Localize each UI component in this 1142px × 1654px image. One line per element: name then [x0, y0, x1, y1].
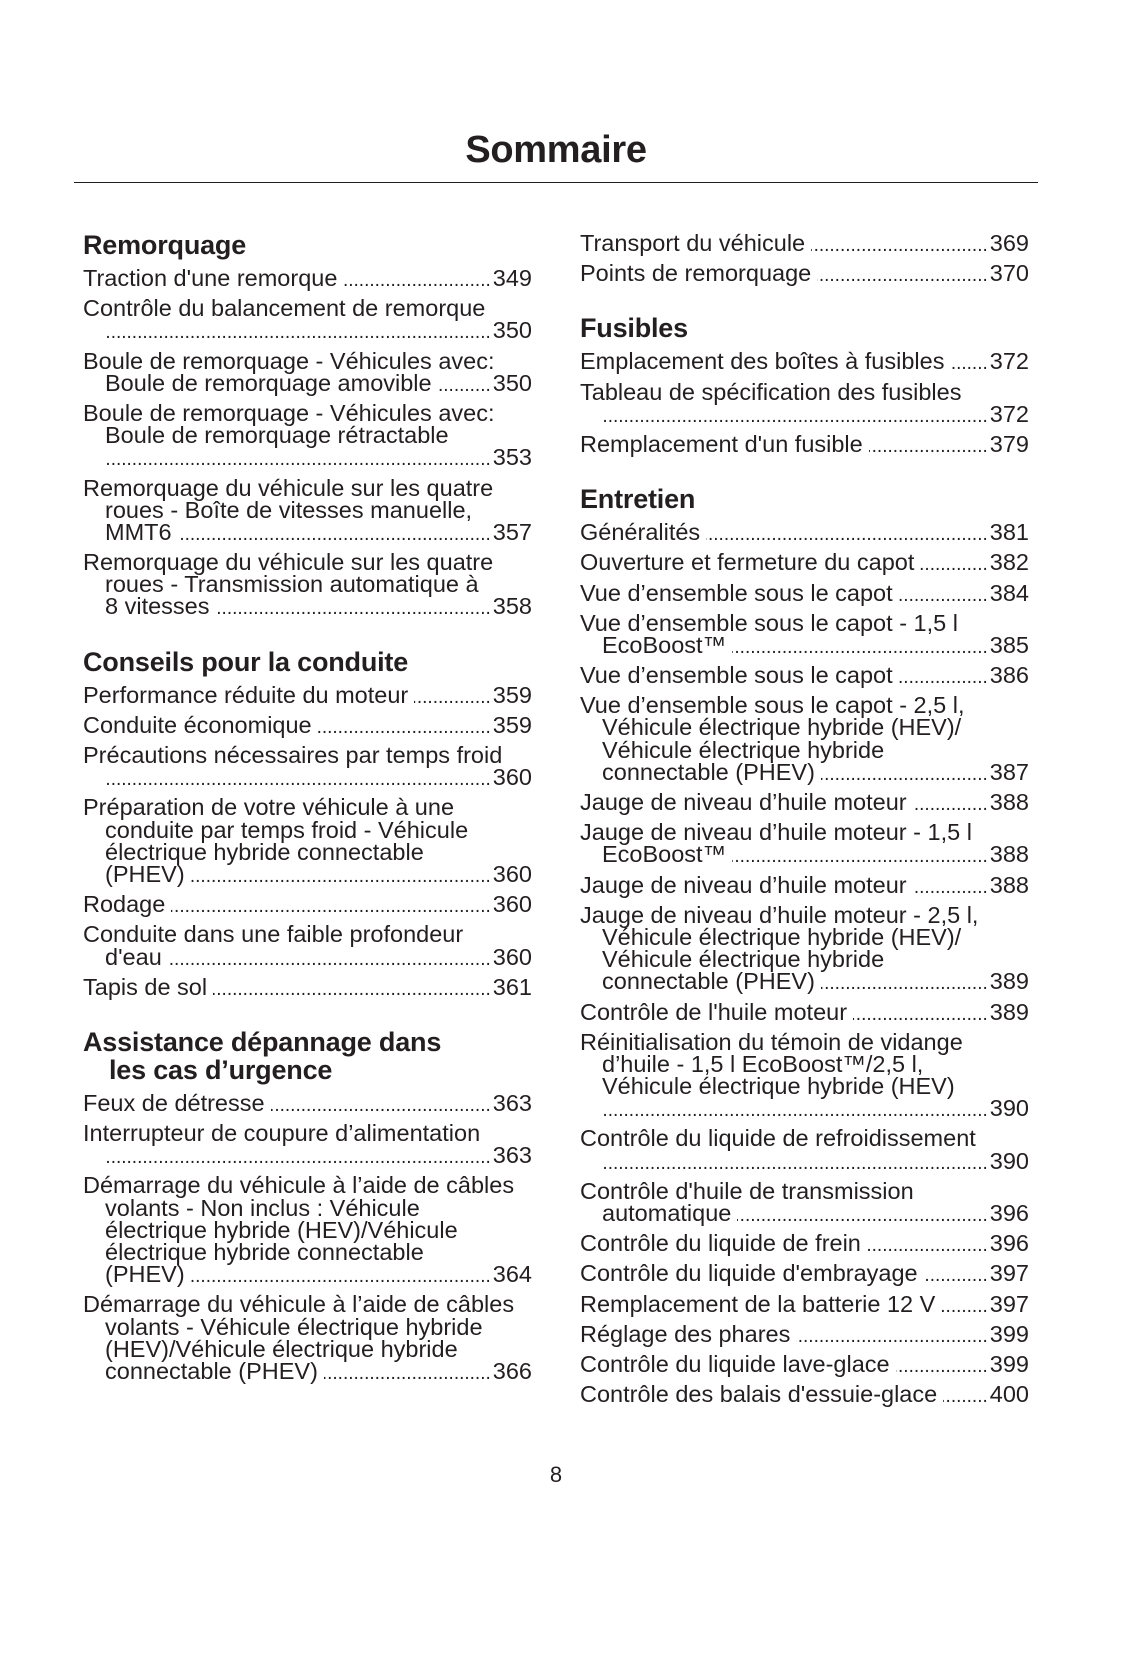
page-reference: 360 — [492, 860, 532, 887]
section-heading — [83, 648, 532, 676]
toc-entry-text: Traction d'une remorque — [83, 265, 338, 291]
toc-entry-text: Vue d’ensemble sous le capot — [580, 662, 893, 689]
dot-leader — [343, 270, 490, 292]
page-reference: 359 — [492, 681, 532, 708]
toc-entry-text: Boule de remorquage rétractable — [105, 422, 449, 449]
toc-entry-text: Conduite dans une faible profondeur — [83, 921, 464, 948]
dot-leader — [817, 265, 988, 287]
toc-entry-line — [83, 347, 532, 374]
toc-entry-line — [83, 943, 532, 970]
toc-entry-text: connectable (PHEV) — [105, 1357, 318, 1384]
toc-entry[interactable] — [580, 260, 1029, 287]
toc-entry-line — [580, 791, 1029, 813]
toc-entry-text: Boule de remorquage - Véhicules avec: — [83, 399, 495, 426]
toc-entry-text: roues - Transmission automatique à — [105, 571, 479, 598]
toc-entry-line — [580, 378, 1029, 405]
page-number: 8 — [549, 1462, 563, 1487]
toc-entry-text: électrique hybride (HEV)/Véhicule — [105, 1216, 458, 1243]
toc-entry-line — [83, 474, 532, 501]
toc-column-right — [580, 230, 1029, 1408]
toc-entry-line — [83, 571, 532, 598]
toc-entry-text: Interrupteur de coupure d’alimentation — [83, 1120, 481, 1147]
toc-entry-line — [580, 430, 1029, 457]
page-reference: 381 — [989, 519, 1029, 546]
toc-entry[interactable] — [83, 267, 532, 289]
toc-entry[interactable] — [580, 871, 1029, 898]
page-reference: 389 — [989, 968, 1029, 995]
dot-leader — [913, 877, 988, 899]
dot-leader — [216, 598, 491, 620]
section-heading-line: Entretien — [580, 484, 696, 515]
toc-entry-text: Réinitialisation du témoin de vidange — [580, 1028, 963, 1055]
dot-leader — [853, 1004, 988, 1026]
toc-entry-line — [580, 662, 1029, 689]
toc-entry-line — [83, 794, 532, 821]
page-reference: 396 — [989, 1230, 1029, 1257]
dot-leader — [943, 1386, 988, 1408]
section-heading — [580, 314, 1029, 342]
toc-entry[interactable] — [580, 1177, 1029, 1226]
toc-entry-line — [580, 1381, 1029, 1408]
toc-entry-text: Contrôle d'huile de transmission — [580, 1177, 914, 1204]
toc-entry-text: Véhicule électrique hybride (HEV)/ — [602, 923, 962, 950]
dot-leader — [191, 866, 491, 888]
toc-entry-line — [580, 841, 1029, 868]
toc-entry-line — [83, 1313, 532, 1340]
toc-entry-line — [83, 518, 532, 545]
toc-entry-line — [83, 711, 532, 738]
toc-entry[interactable] — [580, 1290, 1029, 1317]
toc-entry[interactable] — [580, 378, 1029, 427]
toc-entry-line — [83, 744, 532, 766]
page-reference: 353 — [492, 444, 532, 471]
toc-entry-text: (PHEV) — [105, 1261, 185, 1288]
dot-leader — [941, 1296, 987, 1318]
toc-entry[interactable] — [83, 711, 532, 738]
title-divider — [74, 182, 1038, 183]
dot-leader — [324, 1363, 491, 1385]
toc-entry-line — [83, 860, 532, 887]
toc-entry-line — [83, 1241, 532, 1263]
toc-entry-text: EcoBoost™ — [602, 841, 727, 868]
page-reference: 372 — [989, 348, 1029, 375]
toc-entry-line — [580, 901, 1029, 928]
page-reference: 364 — [492, 1261, 532, 1288]
toc-entry-line — [580, 1350, 1029, 1377]
toc-entry[interactable] — [580, 1350, 1029, 1377]
toc-entry-text: Contrôle du balancement de remorque — [83, 295, 486, 322]
toc-entry-text: Contrôle de l'huile moteur — [580, 998, 848, 1025]
dot-leader — [796, 1326, 987, 1348]
toc-entry-text: automatique — [602, 1200, 732, 1226]
page-reference: 390 — [989, 1095, 1029, 1122]
toc-entry-line — [580, 871, 1029, 898]
toc-column-left — [83, 231, 532, 1382]
dot-leader — [913, 794, 988, 816]
toc-entry-line — [83, 681, 532, 708]
page-reference: 363 — [492, 1089, 532, 1116]
dot-leader — [706, 524, 988, 546]
toc-entry-line — [580, 758, 1029, 785]
page-reference: 400 — [989, 1381, 1029, 1408]
section-heading-line: Conseils pour la conduite — [83, 646, 409, 677]
toc-entry-line — [580, 998, 1029, 1025]
toc-entry-line — [580, 736, 1029, 763]
toc-entry[interactable] — [580, 819, 1029, 868]
toc-entry-text: Démarrage du véhicule à l’aide de câbles — [83, 1172, 515, 1199]
page-reference: 399 — [989, 1350, 1029, 1377]
toc-entry-line — [580, 260, 1029, 287]
dot-leader — [811, 235, 988, 257]
toc-entry[interactable] — [580, 430, 1029, 457]
toc-entry-text: roues - Boîte de vitesses manuelle, — [105, 496, 473, 523]
page-reference: 358 — [492, 593, 532, 620]
toc-entry[interactable] — [580, 348, 1029, 375]
toc-entry-line — [580, 819, 1029, 846]
toc-entry-text: Boule de remorquage amovible — [105, 369, 432, 396]
dot-leader — [438, 375, 491, 397]
dot-leader — [899, 585, 988, 607]
dot-leader — [602, 406, 988, 428]
toc-entry-line — [83, 1261, 532, 1288]
page-reference: 369 — [989, 230, 1029, 256]
dot-leader — [821, 973, 988, 995]
toc-entry-line — [83, 399, 532, 426]
dot-leader — [602, 1153, 988, 1175]
toc-entry-line — [83, 1216, 532, 1243]
toc-entry-line — [83, 1172, 532, 1199]
dot-leader — [168, 949, 491, 971]
page-reference: 385 — [989, 631, 1029, 658]
dot-leader — [867, 1235, 988, 1257]
section-heading-line: Remorquage — [83, 230, 247, 260]
toc-entry-text: Véhicule électrique hybride — [602, 736, 885, 763]
toc-entry[interactable] — [83, 796, 532, 885]
dot-leader — [869, 436, 988, 458]
toc-entry[interactable] — [580, 1260, 1029, 1287]
toc-entry-line — [580, 714, 1029, 741]
dot-leader — [178, 524, 491, 546]
toc-entry[interactable] — [580, 232, 1029, 254]
section-heading-line: Assistance dépannage dans — [83, 1026, 442, 1057]
toc-entry-line — [83, 496, 532, 523]
dot-leader — [171, 896, 490, 918]
dot-leader — [920, 554, 987, 576]
toc-entry-line — [580, 519, 1029, 546]
toc-entry-text: Contrôle des balais d'essuie-glace — [580, 1381, 938, 1408]
toc-entry-text: d'eau — [105, 943, 162, 970]
section-heading — [83, 231, 532, 259]
toc-entry-text: Remorquage du véhicule sur les quatre — [83, 549, 494, 576]
page-reference: 390 — [989, 1147, 1029, 1174]
toc-entry-line — [580, 1230, 1029, 1257]
toc-entry-text: Véhicule électrique hybride — [602, 946, 885, 973]
toc-entry-text: Précautions nécessaires par temps froid — [83, 742, 503, 768]
toc-entry[interactable] — [83, 1172, 532, 1288]
toc-entry-line — [580, 232, 1029, 254]
toc-entry[interactable] — [580, 1230, 1029, 1257]
toc-entry-line — [580, 1177, 1029, 1204]
toc-entry-text: connectable (PHEV) — [602, 758, 815, 785]
toc-entry-text: Démarrage du véhicule à l’aide de câbles — [83, 1291, 515, 1318]
dot-leader — [213, 979, 491, 1001]
toc-entry-line — [580, 579, 1029, 606]
toc-entry-leader-line — [83, 764, 532, 791]
toc-entry-line — [580, 1320, 1029, 1347]
page-reference: 388 — [989, 789, 1029, 815]
toc-entry-line — [83, 422, 532, 449]
toc-entry-text: 8 vitesses — [105, 593, 210, 620]
dot-leader — [737, 1205, 987, 1227]
toc-entry[interactable] — [83, 347, 532, 396]
toc-entry-line — [580, 1290, 1029, 1317]
toc-entry[interactable] — [83, 1120, 532, 1169]
toc-entry-line — [580, 946, 1029, 973]
toc-entry-leader-line — [580, 1147, 1029, 1174]
toc-entry[interactable] — [580, 694, 1029, 783]
toc-entry-text: Contrôle du liquide de frein — [580, 1230, 861, 1257]
toc-entry-line — [580, 1202, 1029, 1224]
dot-leader — [191, 1266, 491, 1288]
page-reference: 382 — [989, 549, 1029, 576]
toc-entry-line — [83, 921, 532, 948]
toc-entry-line — [83, 838, 532, 865]
page-reference: 397 — [989, 1260, 1029, 1287]
dot-leader — [732, 637, 988, 659]
toc-entry-text: (HEV)/Véhicule électrique hybride — [105, 1335, 458, 1362]
toc-entry-text: Jauge de niveau d’huile moteur — [580, 789, 907, 815]
page-reference: 359 — [492, 711, 532, 738]
toc-entry-text: Véhicule électrique hybride (HEV) — [602, 1073, 955, 1100]
toc-entry[interactable] — [83, 1089, 532, 1116]
dot-leader — [105, 769, 491, 791]
toc-entry[interactable] — [83, 399, 532, 471]
toc-entry-text: électrique hybride connectable — [105, 1239, 424, 1265]
page-reference: 360 — [492, 764, 532, 791]
toc-entry-line — [580, 1125, 1029, 1152]
toc-entry-text: Généralités — [580, 519, 701, 546]
toc-entry-text: Vue d’ensemble sous le capot — [580, 579, 893, 606]
page-reference: 372 — [989, 400, 1029, 427]
toc-entry-text: Remorquage du véhicule sur les quatre — [83, 474, 494, 501]
toc-entry[interactable] — [83, 474, 532, 545]
toc-entry-line — [83, 369, 532, 396]
page-title: Sommaire — [465, 129, 647, 171]
toc-entry[interactable] — [83, 1293, 532, 1382]
dot-leader — [414, 687, 491, 709]
toc-entry-line — [580, 348, 1029, 375]
page-reference: 349 — [492, 265, 532, 291]
toc-entry-line — [83, 295, 532, 322]
dot-leader — [602, 1100, 988, 1122]
toc-entry-text: EcoBoost™ — [602, 631, 727, 658]
toc-entry-text: Rodage — [83, 891, 166, 918]
toc-entry[interactable] — [580, 1381, 1029, 1408]
toc-entry[interactable] — [580, 579, 1029, 606]
toc-entry-text: Remplacement d'un fusible — [580, 430, 863, 457]
toc-entry-leader-line — [83, 1142, 532, 1169]
toc-entry-line — [83, 1089, 532, 1116]
dot-leader — [924, 1265, 988, 1287]
section-heading-line: les cas d’urgence — [109, 1054, 333, 1085]
page-reference: 388 — [989, 871, 1029, 898]
toc-entry-leader-line — [83, 317, 532, 344]
toc-entry-leader-line — [580, 400, 1029, 427]
toc-entry[interactable] — [83, 295, 532, 344]
toc-entry-line — [580, 631, 1029, 658]
toc-entry-text: Réglage des phares — [580, 1320, 791, 1347]
page-reference: 360 — [492, 891, 532, 918]
toc-entry-line — [83, 973, 532, 1000]
page-reference: 361 — [492, 973, 532, 1000]
toc-entry[interactable] — [580, 1028, 1029, 1122]
dot-leader — [271, 1095, 491, 1117]
toc-entry-text: Contrôle du liquide lave-glace — [580, 1350, 890, 1377]
toc-entry-line — [580, 1050, 1029, 1077]
toc-entry-text: Tableau de spécification des fusibles — [580, 378, 962, 405]
dot-leader — [318, 717, 491, 739]
toc-entry[interactable] — [580, 1125, 1029, 1174]
toc-entry-line — [83, 1357, 532, 1384]
toc-entry-line — [83, 1194, 532, 1221]
toc-entry-text: Remplacement de la batterie 12 V — [580, 1290, 936, 1317]
section-heading — [83, 1028, 532, 1084]
toc-entry-line — [83, 1335, 532, 1362]
toc-entry-text: Points de remorquage — [580, 260, 812, 287]
page-reference: 384 — [989, 579, 1029, 606]
toc-entry-line — [580, 692, 1029, 719]
dot-leader — [105, 322, 491, 344]
toc-entry-text: Préparation de votre véhicule à une — [83, 794, 455, 821]
toc-entry[interactable] — [580, 519, 1029, 546]
toc-entry-leader-line — [580, 1095, 1029, 1122]
toc-entry-text: Transport du véhicule — [580, 230, 806, 256]
toc-entry-line — [83, 1291, 532, 1318]
toc-entry-line — [83, 267, 532, 289]
toc-entry-text: Jauge de niveau d’huile moteur - 1,5 l — [580, 819, 972, 846]
page-reference: 388 — [989, 841, 1029, 868]
toc-entry-line — [580, 609, 1029, 636]
page-reference: 386 — [989, 662, 1029, 689]
toc-entry[interactable] — [83, 551, 532, 618]
section-heading-line: Fusibles — [580, 313, 688, 344]
toc-entry-text: Performance réduite du moteur — [83, 681, 409, 708]
page-reference: 350 — [492, 369, 532, 396]
toc-entry[interactable] — [580, 609, 1029, 658]
toc-entry-text: conduite par temps froid - Véhicule — [105, 816, 469, 843]
toc-entry[interactable] — [83, 973, 532, 1000]
section-heading — [580, 485, 1029, 513]
dot-leader — [899, 667, 988, 689]
toc-entry[interactable] — [83, 742, 532, 791]
toc-entry-line — [83, 891, 532, 918]
toc-entry-text: Contrôle du liquide de refroidissement — [580, 1125, 976, 1152]
dot-leader — [732, 846, 988, 868]
toc-entry-text: Vue d’ensemble sous le capot - 2,5 l, — [580, 692, 965, 719]
toc-entry[interactable] — [580, 998, 1029, 1025]
page-reference: 350 — [492, 317, 532, 344]
toc-entry-text: Emplacement des boîtes à fusibles — [580, 348, 945, 375]
page-reference: 387 — [989, 758, 1029, 785]
page-reference: 389 — [989, 998, 1029, 1025]
toc-entry-text: électrique hybride connectable — [105, 838, 424, 865]
toc-entry-text: Jauge de niveau d’huile moteur - 2,5 l, — [580, 901, 979, 928]
toc-entry-text: Ouverture et fermeture du capot — [580, 549, 915, 576]
toc-entry-line — [580, 549, 1029, 576]
dot-leader — [896, 1356, 988, 1378]
toc-entry-line — [580, 923, 1029, 950]
page-reference: 399 — [989, 1320, 1029, 1347]
toc-entry-text: Vue d’ensemble sous le capot - 1,5 l — [580, 609, 958, 636]
toc-entry-line — [580, 1028, 1029, 1055]
toc-entry-text: volants - Véhicule électrique hybride — [105, 1313, 483, 1340]
page-reference: 379 — [989, 430, 1029, 457]
toc-entry-text: Contrôle du liquide d'embrayage — [580, 1260, 918, 1287]
toc-entry[interactable] — [580, 1320, 1029, 1347]
page-reference: 366 — [492, 1357, 532, 1384]
toc-entry-text: (PHEV) — [105, 860, 185, 887]
toc-entry-text: Feux de détresse — [83, 1089, 265, 1116]
toc-entry-text: Conduite économique — [83, 711, 312, 738]
toc-entry[interactable] — [580, 662, 1029, 689]
toc-entry-text: d’huile - 1,5 l EcoBoost™/2,5 l, — [602, 1050, 924, 1077]
toc-entry-text: Tapis de sol — [83, 973, 208, 1000]
toc-entry-text: volants - Non inclus : Véhicule — [105, 1194, 420, 1221]
page-reference: 370 — [989, 260, 1029, 287]
toc-entry-text: Boule de remorquage - Véhicules avec: — [83, 347, 495, 374]
toc-entry-line — [580, 968, 1029, 995]
toc-entry[interactable] — [83, 891, 532, 918]
toc-entry-line — [83, 816, 532, 843]
page-reference: 396 — [989, 1200, 1029, 1226]
page-reference: 357 — [492, 518, 532, 545]
toc-entry[interactable] — [580, 791, 1029, 813]
dot-leader — [105, 1147, 491, 1169]
toc-entry-line — [83, 549, 532, 576]
toc-entry-leader-line — [83, 444, 532, 471]
toc-entry-line — [83, 1120, 532, 1147]
dot-leader — [950, 353, 987, 375]
toc-entry[interactable] — [580, 549, 1029, 576]
toc-entry-line — [83, 593, 532, 620]
page-reference: 397 — [989, 1290, 1029, 1317]
toc-entry-line — [580, 1260, 1029, 1287]
toc-entry-line — [580, 1073, 1029, 1100]
dot-leader — [821, 764, 988, 786]
toc-entry[interactable] — [83, 681, 532, 708]
toc-entry-text: connectable (PHEV) — [602, 968, 815, 995]
toc-entry-text: Jauge de niveau d’huile moteur — [580, 871, 907, 898]
page-reference: 360 — [492, 943, 532, 970]
toc-entry-text: Véhicule électrique hybride (HEV)/ — [602, 714, 962, 741]
dot-leader — [105, 449, 491, 471]
toc-entry-text: MMT6 — [105, 518, 172, 545]
page-reference: 363 — [492, 1142, 532, 1169]
toc-entry[interactable] — [83, 921, 532, 970]
toc-entry[interactable] — [580, 901, 1029, 995]
